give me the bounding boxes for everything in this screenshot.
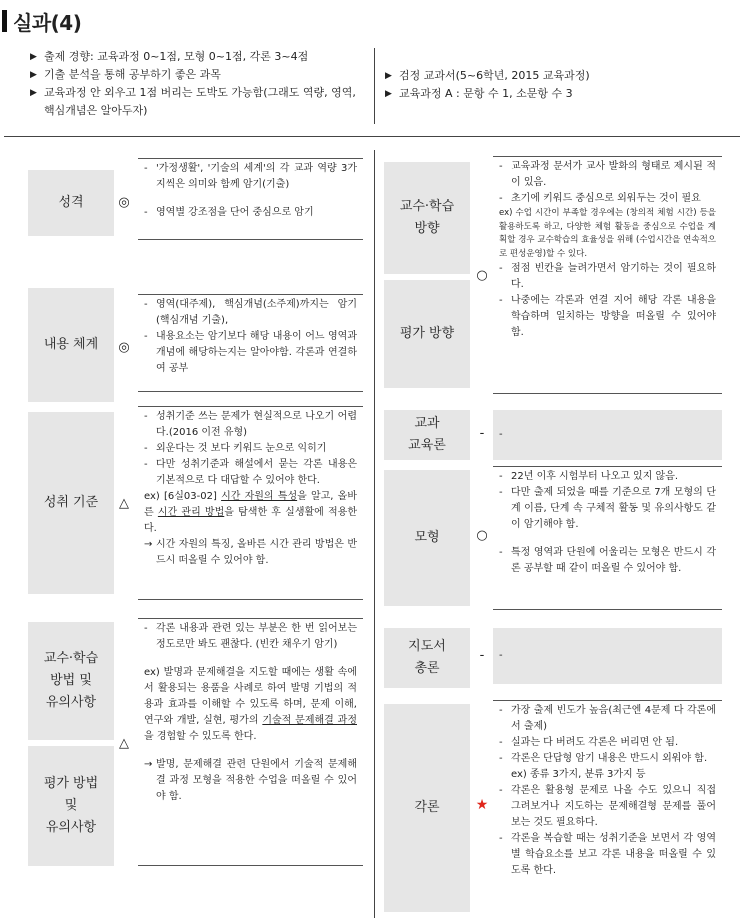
list-item: - 영역(대주제), 핵심개념(소주제)까지는 암기(핵심개념 기출), [144,299,357,326]
list-item: - 각론은 활용형 문제로 나올 수도 있으니 직접 그려보거나 지도하는 문제해결형 문제를 풀어보는 것도 필요하다. [499,785,716,828]
list-item: - 내용요소는 암기보다 해당 내용이 어느 영역과 개념에 해당하는지는 알아야함. 각론과 연결하여 공부 [144,331,357,374]
arrow-item: → 발명, 문제해결 관련 단원에서 기술적 문제해결 과정 모형을 적용한 수업을 떠올릴 수 있어야 함. [144,757,357,805]
importance-symbol: ○ [476,268,488,283]
star-icon: ★ [475,797,489,813]
content-gyogwa-gyoyukron: - [493,410,722,460]
summary-line: ▶ 검정 교과서(5~6학년, 2015 교육과정) [385,67,725,85]
list-item: - 외운다는 것 보다 키워드 눈으로 익히기 [144,443,327,454]
list-item: - 특정 영역과 단원에 어울리는 모형은 반드시 각론 공부할 때 같이 떠올릴 수 있어야 함. [499,547,716,574]
content-naeyong-chegye [138,294,363,392]
label-jidoseo-chongron: 지도서 총론 [384,628,470,688]
summary-divider [374,48,375,124]
label-naeyong-chegye: 내용 체계 [28,288,114,402]
arrow-item: → 시간 자원의 특징, 올바른 시간 관리 방법은 반드시 떠올릴 수 있어야 함. [144,537,357,569]
importance-symbol: ○ [476,528,488,543]
column-divider [374,150,375,918]
label-pyeongga-bangbeop: 평가 방법 및 유의사항 [28,746,114,866]
content-banghyang [493,156,722,394]
list-item: - 다만 출제 되었을 때를 기준으로 7개 모형의 단계 이름, 단계 속 구체적 활동 및 유의사항도 같이 암기해야 함. [499,487,716,530]
right-arrow-icon: → [144,539,153,550]
summary-right [385,67,725,103]
importance-symbol: △ [119,736,129,751]
title-bar [2,10,7,32]
content-gyosu-pyeongga [138,618,363,866]
page-title-block [0,6,81,36]
section-divider [4,136,740,137]
list-item: - 가장 출제 빈도가 높음(최근엔 4문제 다 각론에서 출제) [499,705,716,732]
example-text: ex) [6실03-02] 시간 자원의 특성을 알고, 올바른 시간 관리 방법을 탐색한 후 실생활에 적용한다. [144,491,358,534]
summary-line: ▶ 출제 경향: 교육과정 0~1점, 모형 0~1점, 각론 3~4점 [30,48,370,66]
example-text: ex) 수업 시간이 부족할 경우에는 (창의적 체험 시간) 등을 활용하도록 하고, 다양한 체험 활동을 중심으로 수업을 계획할 경우 교수학습의 효율성을 위해 (수업시간을 연속적으로 편성운영)할 수 있다. [499,208,716,259]
summary-left [30,48,370,120]
right-arrow-icon: → [144,759,153,770]
list-item: - 실과는 다 버려도 각론은 버리면 안 됨. [499,737,679,748]
triangle-bullet-icon: ▶ [30,52,37,62]
triangle-bullet-icon: ▶ [30,88,37,98]
list-item: - 성취기준 쓰는 문제가 현실적으로 나오기 어렵다.(2016 이전 유형) [144,411,357,438]
list-item: - 교육과정 문서가 교사 발화의 형태로 제시된 적이 있음. [499,161,716,188]
content-jidoseo-chongron: - [493,628,722,684]
label-pyeongga-banghyang: 평가 방향 [384,280,470,388]
list-item: - 점점 빈칸을 늘려가면서 암기하는 것이 필요하다. [499,263,716,290]
content-seonggyeok [138,158,363,240]
label-gyosu-hakseup-bangbeop: 교수·학습 방법 및 유의사항 [28,622,114,740]
importance-symbol: - [479,648,485,663]
label-gangnon: 각론 [384,704,470,912]
importance-symbol: ◎ [118,195,130,210]
label-gyogwa-gyoyukron: 교과 교육론 [384,410,470,460]
list-item: - 다만 성취기준과 해설에서 묻는 각론 내용은 기본적으로 다 대답할 수 있어야 한다. [144,459,357,486]
label-gyosu-hakseup-banghyang: 교수·학습 방향 [384,162,470,274]
label-seonggyeok: 성격 [28,170,114,236]
importance-symbol: - [479,426,485,441]
triangle-bullet-icon: ▶ [385,89,392,99]
summary-line: ▶ 교육과정 안 외우고 1점 버리는 도박도 가능함(그래도 역량, 영역, 핵심개념은 알아두자) [30,84,370,120]
list-item: - 나중에는 각론과 연결 지어 해당 각론 내용을 학습하며 일치하는 방향을 떠올릴 수 있어야 함. [499,295,716,338]
summary-line: ▶ 교육과정 A : 문항 수 1, 소문항 수 3 [385,85,725,103]
list-item: - 영역별 강조점을 단어 중심으로 암기 [144,207,314,218]
label-model: 모형 [384,470,470,606]
triangle-bullet-icon: ▶ [385,71,392,81]
example-text: ex) 발명과 문제해결을 지도할 때에는 생활 속에서 활용되는 용품을 사례로 하여 발명 기법의 적용과 효과를 이해할 수 있도록 하며, 문제 이해, 연구와 개발, 실현, 평가의 기술적 문제해결 과정을 경험할 수 있도록 한다. [144,667,357,742]
summary-line: ▶ 기출 분석을 통해 공부하기 좋은 과목 [30,66,370,84]
triangle-bullet-icon: ▶ [30,70,37,80]
list-item: - 초기에 키워드 중심으로 외워두는 것이 필요 [499,193,701,204]
list-item: - 22년 이후 시험부터 나오고 있지 않음. [499,471,679,482]
content-model [493,466,722,610]
content-gangnon [493,700,722,914]
importance-symbol: △ [119,496,129,511]
content-seongchwi-gijun [138,406,363,600]
example-text: ex) 종류 3가지, 분류 3가지 등 [511,769,646,780]
list-item: - '가정생활', '기술의 세계'의 각 교과 역량 3가지씩은 의미와 함께 암기(기출) [144,163,357,190]
page-title: 실과(4) [13,10,82,35]
label-seongchwi-gijun: 성취 기준 [28,412,114,594]
list-item: - 각론은 단답형 암기 내용은 반드시 외워야 함. [499,753,708,764]
list-item: - 각론 내용과 관련 있는 부분은 한 번 읽어보는 정도로만 봐도 괜찮다. (빈칸 채우기 암기) [144,623,357,650]
importance-symbol: ◎ [118,340,130,355]
list-item: - 각론을 복습할 때는 성취기준을 보면서 각 영역별 학습요소를 보고 각론 내용을 떠올릴 수 있도록 한다. [499,833,716,876]
